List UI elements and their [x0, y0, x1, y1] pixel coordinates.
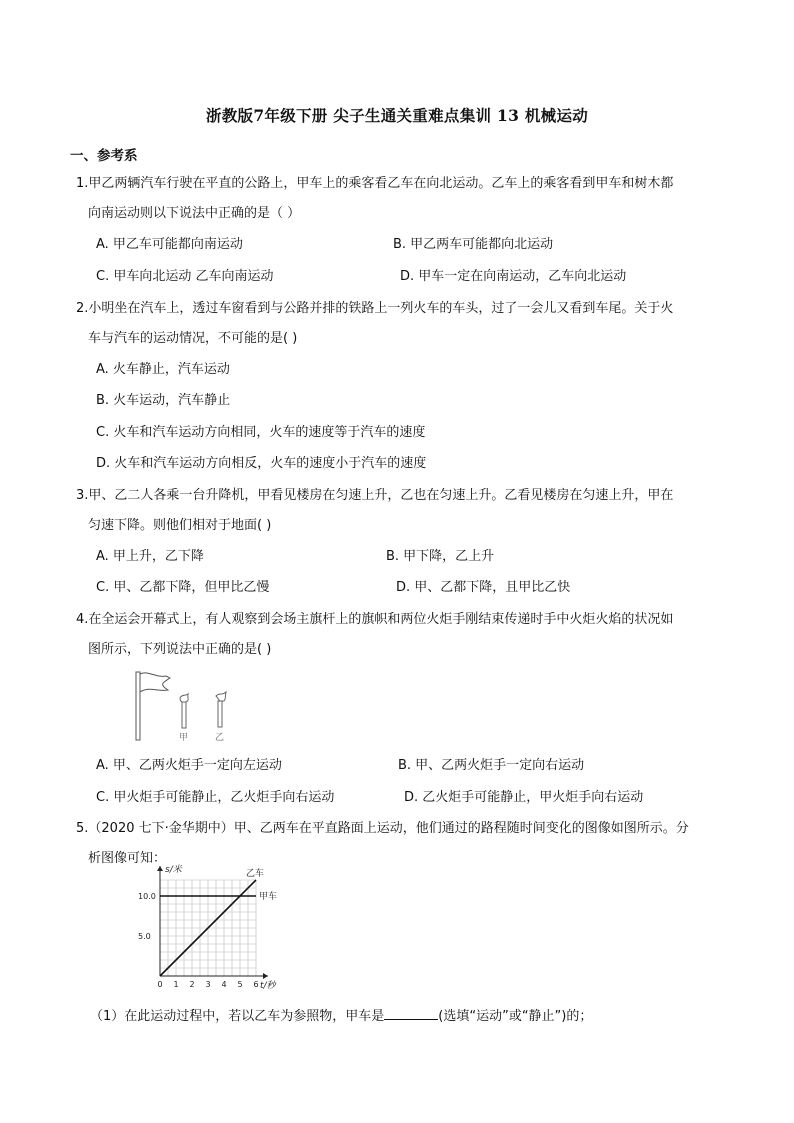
q1-option-d: D. 甲车一定在向南运动，乙车向北运动 — [400, 269, 627, 284]
page-title: 浙教版7年级下册 尖子生通关重难点集训 13 机械运动 — [205, 106, 589, 125]
q5-stem-line2: 析图像可知： — [88, 851, 167, 866]
q1-option-c: C. 甲车向北运动 乙车向南运动 — [96, 269, 274, 284]
x-axis-arrow-icon — [263, 973, 268, 979]
q5-sub1-text: （1）在此运动过程中，若以乙车为参照物，甲车是 — [90, 1009, 385, 1024]
q3-option-b: B. 甲下降，乙上升 — [386, 549, 495, 564]
q3-option-c: C. 甲、乙都下降，但甲比乙慢 — [96, 580, 270, 595]
x-tick-label: 0 — [157, 980, 163, 989]
torch-jia-label: 甲 — [179, 733, 189, 743]
x-tick-label: 6 — [253, 980, 259, 989]
q4-stem-line1: 4.在全运会开幕式上，有人观察到会场主旗杆上的旗帜和两位火炬手刚结束传递时手中火炬火焰的状况如 — [76, 612, 674, 627]
section-heading: 一、参考系 — [70, 148, 138, 164]
q4-option-b: B. 甲、乙两火炬手一定向右运动 — [398, 758, 585, 773]
series-label-jia: 甲车 — [259, 892, 278, 902]
q5-sub1-tail: (选填“运动”或“静止”)的； — [438, 1009, 593, 1024]
series-label-yi: 乙车 — [246, 869, 265, 879]
answer-blank[interactable] — [384, 1007, 438, 1020]
torch-yi-icon — [218, 701, 222, 727]
x-axis-label: t/秒 — [260, 981, 276, 991]
q2-option-a: A. 火车静止，汽车运动 — [96, 362, 230, 377]
y-tick-label: 10.0 — [138, 892, 156, 901]
st-graph — [120, 865, 300, 1002]
flag-torch-figure — [130, 668, 250, 748]
x-tick-label: 4 — [221, 980, 227, 989]
q4-option-c: C. 甲火炬手可能静止，乙火炬手向右运动 — [96, 790, 335, 805]
q1-stem-line2: 向南运动则以下说法中正确的是（ ） — [88, 206, 301, 221]
flag-pole — [136, 672, 140, 740]
q1-option-a: A. 甲乙车可能都向南运动 — [96, 237, 243, 252]
q1-option-b: B. 甲乙两车可能都向北运动 — [393, 237, 554, 252]
x-tick-label: 5 — [237, 980, 243, 989]
y-axis-label: s/米 — [165, 865, 182, 875]
q2-option-b: B. 火车运动，汽车静止 — [96, 393, 231, 408]
q2-stem-line2: 车与汽车的运动情况，不可能的是( ) — [88, 331, 298, 346]
q5-sub1 — [90, 1007, 592, 1026]
x-tick-label: 2 — [189, 980, 195, 989]
x-tick-label: 1 — [173, 980, 179, 989]
q3-option-a: A. 甲上升，乙下降 — [96, 549, 204, 564]
q3-stem-line1: 3.甲、乙二人各乘一台升降机，甲看见楼房在匀速上升，乙也在匀速上升。乙看见楼房在匀速上升，甲在 — [76, 488, 674, 503]
q2-stem-line1: 2.小明坐在汽车上，透过车窗看到与公路并排的铁路上一列火车的车头，过了一会儿又看到车尾。关于火 — [76, 301, 674, 316]
q2-option-c: C. 火车和汽车运动方向相同，火车的速度等于汽车的速度 — [96, 425, 426, 440]
q3-option-d: D. 甲、乙都下降，且甲比乙快 — [396, 580, 571, 595]
q2-option-d: D. 火车和汽车运动方向相反，火车的速度小于汽车的速度 — [96, 456, 427, 471]
q4-stem-line2: 图所示，下列说法中正确的是( ) — [88, 642, 272, 657]
torch-jia-flame-icon — [180, 694, 188, 702]
torch-yi-label: 乙 — [215, 733, 225, 743]
torch-yi-flame-icon — [216, 692, 226, 701]
q4-option-d: D. 乙火炬手可能静止，甲火炬手向右运动 — [404, 790, 644, 805]
x-tick-label: 3 — [205, 980, 211, 989]
q1-stem-line1: 1.甲乙两辆汽车行驶在平直的公路上，甲车上的乘客看乙车在向北运动。乙车上的乘客看到甲车和树木都 — [76, 176, 674, 191]
y-tick-label: 5.0 — [138, 932, 151, 941]
q5-stem-line1: 5.（2020 七下·金华期中）甲、乙两车在平直路面上运动，他们通过的路程随时间变化的图像如图所示。分 — [76, 821, 689, 836]
q3-stem-line2: 匀速下降。则他们相对于地面( ) — [88, 518, 272, 533]
flag-icon — [140, 673, 170, 692]
q4-option-a: A. 甲、乙两火炬手一定向左运动 — [96, 758, 282, 773]
torch-jia-icon — [182, 702, 186, 728]
